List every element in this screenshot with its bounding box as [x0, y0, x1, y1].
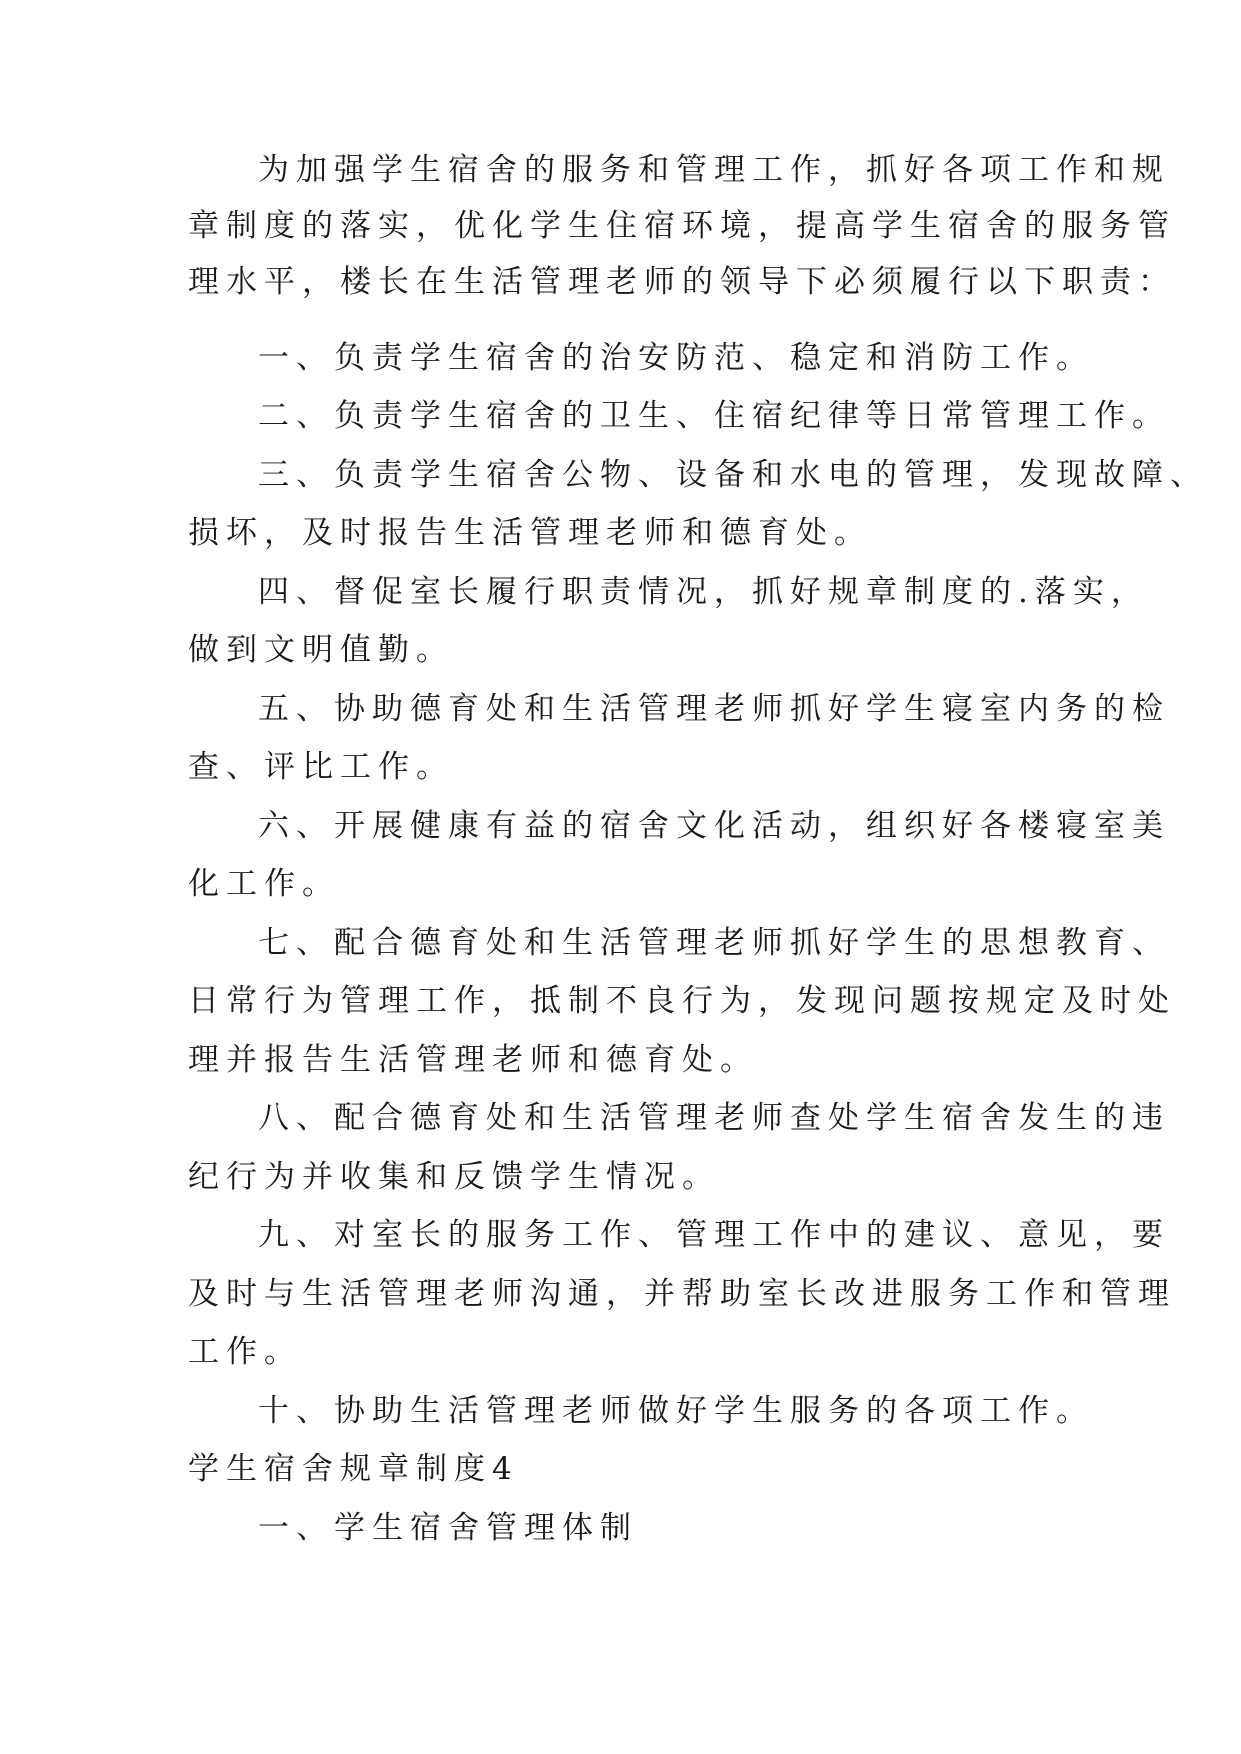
text-line: 工作。 [188, 1334, 302, 1370]
text-line: 一、学生宿舍管理体制 [258, 1510, 638, 1546]
text-line: 损坏，及时报告生活管理老师和德育处。 [188, 515, 872, 551]
section-title: 学生宿舍规章制度4 [188, 1451, 519, 1487]
text-line: 六、开展健康有益的宿舍文化活动，组织好各楼寝室美 [258, 808, 1170, 844]
text-line: 为加强学生宿舍的服务和管理工作，抓好各项工作和规 [258, 152, 1170, 188]
text-line: 十、协助生活管理老师做好学生服务的各项工作。 [258, 1393, 1094, 1429]
text-line: 四、督促室长履行职责情况，抓好规章制度的.落实， [258, 574, 1149, 610]
text-line: 及时与生活管理老师沟通，并帮助室长改进服务工作和管理 [188, 1276, 1176, 1312]
text-line: 三、负责学生宿舍公物、设备和水电的管理，发现故障、 [258, 457, 1208, 493]
text-line: 章制度的落实，优化学生住宿环境，提高学生宿舍的服务管 [188, 208, 1176, 244]
text-line: 八、配合德育处和生活管理老师查处学生宿舍发生的违 [258, 1100, 1170, 1136]
text-line: 五、协助德育处和生活管理老师抓好学生寝室内务的检 [258, 691, 1170, 727]
text-line: 查、评比工作。 [188, 749, 454, 785]
text-line: 纪行为并收集和反馈学生情况。 [188, 1159, 720, 1195]
text-line: 二、负责学生宿舍的卫生、住宿纪律等日常管理工作。 [258, 398, 1170, 434]
text-line: 一、负责学生宿舍的治安防范、稳定和消防工作。 [258, 340, 1094, 376]
text-line: 九、对室长的服务工作、管理工作中的建议、意见，要 [258, 1217, 1170, 1253]
text-line: 七、配合德育处和生活管理老师抓好学生的思想教育、 [258, 925, 1170, 961]
text-line: 理水平，楼长在生活管理老师的领导下必须履行以下职责： [188, 264, 1176, 300]
text-line: 理并报告生活管理老师和德育处。 [188, 1042, 758, 1078]
text-line: 化工作。 [188, 866, 340, 902]
text-line: 日常行为管理工作，抵制不良行为，发现问题按规定及时处 [188, 983, 1176, 1019]
text-line: 做到文明值勤。 [188, 632, 454, 668]
